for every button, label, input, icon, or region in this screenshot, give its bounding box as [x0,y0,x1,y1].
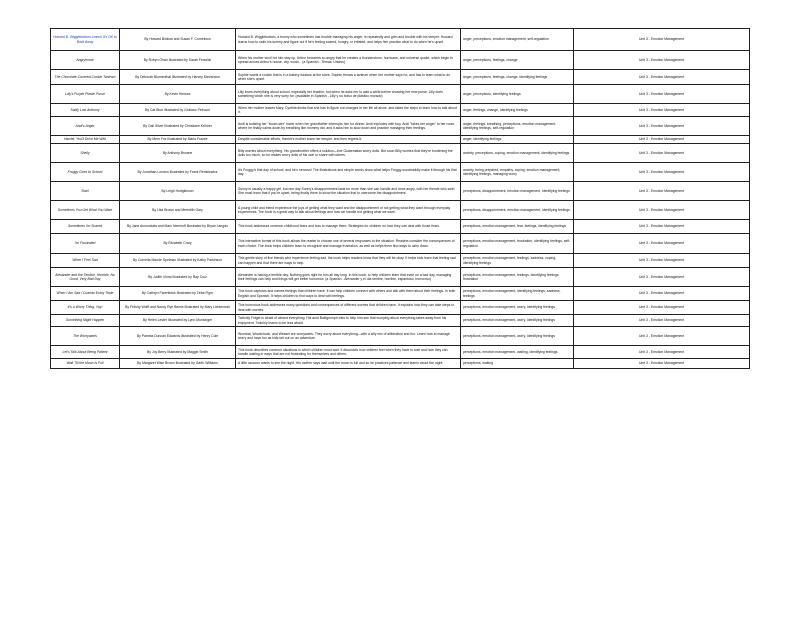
book-title-cell [51,104,120,117]
book-title: Sometimes You Get What You Want [57,207,113,212]
book-unit: Unit 3 - Emotion Management [638,241,685,246]
book-author-cell [120,163,236,182]
table-row [51,163,750,182]
book-themes-cell [461,220,574,234]
book-themes: anger, identifying feelings [463,137,502,142]
book-summary-cell [236,234,461,254]
book-title-cell [51,301,120,315]
table-row [51,254,750,268]
book-author: By Cathryn Parenthink Illustrated by Zeba Figer [141,291,214,296]
table-row [51,182,750,201]
book-unit-cell [574,287,750,301]
book-unit: Unit 3 - Emotion Management [638,291,685,296]
book-author-cell [120,220,236,234]
book-unit: Unit 3 - Emotion Management [638,123,685,128]
book-unit-cell [574,327,750,346]
book-unit: Unit 3 - Emotion Management [638,318,685,323]
book-themes: anger, feelings, breathing, perceptions, emotion management, identifying feelings, self-regulation [463,121,557,130]
book-themes-cell [461,268,574,287]
book-unit-cell [574,220,750,234]
book-author: By Anthony Browne [162,150,193,155]
book-themes-cell [461,136,574,144]
book-title-cell [51,287,120,301]
book-author: By Robyn Ohan Illustrated by Sarah Fenwick [143,57,212,62]
book-themes: perceptions, disappointment, emotion management, identifying feelings [463,207,570,212]
book-author-cell [120,29,236,51]
book-unit-cell [574,301,750,315]
book-summary: This book addresses common childhood fears and how to manage them. Strategies for children on how they can deal with those fears. [238,224,440,229]
book-themes: perceptions, emotion management, waiting, identifying feelings [463,349,558,354]
table-row [51,51,750,70]
book-author-cell [120,346,236,359]
book-author: By Judith Viorst Illustrated by Ray Cruz [148,274,207,279]
book-themes: perceptions, disappointment, emotion management, identifying feelings [463,188,570,193]
book-author-cell [120,117,236,136]
book-unit-cell [574,359,750,369]
book-themes: perceptions, emotion management, worry, identifying feelings [463,305,555,310]
book-unit: Unit 3 - Emotion Management [638,137,685,142]
book-themes-cell [461,144,574,163]
book-themes: perceptions, emotion management, worry, identifying feelings [463,333,555,338]
book-themes-cell [461,234,574,254]
book-themes-cell [461,346,574,359]
table-row [51,144,750,163]
book-summary-cell [236,301,461,315]
book-unit-cell [574,144,750,163]
book-author-cell [120,104,236,117]
book-author-cell [120,144,236,163]
book-title: Swirl [81,188,89,193]
book-summary: Andi is building her "boom-ster" tower when her grandfather interrupts him for dinner. Andi explodes with fury. Andi "takes her anger" to her room, where he finally calms down by breathing like mommy did, and it asks him to slow down and practice managing their feelings. [238,121,456,130]
book-author: By Leigh Hodgkinson [161,188,194,193]
book-themes-cell [461,70,574,85]
book-unit: Unit 3 - Emotion Management [638,150,685,155]
book-themes: anger, perceptions, feelings, change, identifying feelings [463,74,548,79]
book-unit-cell [574,254,750,268]
book-summary-cell [236,327,461,346]
book-summary-cell [236,201,461,220]
table-row [51,315,750,327]
book-summary-cell [236,85,461,104]
book-author-cell [120,182,236,201]
book-summary: Despite considerable efforts, Harriet's mother loses her temper, and then regrets it. [238,137,363,142]
book-author: By Joy Berry Illustrated by Maggie Smith [146,349,209,354]
book-title-cell [51,234,120,254]
book-summary: This book captures and names feelings that children have. It can help children connect with others and talk with them about their feelings. In both English and Spanish. It helps children to find ways to deal with feelings. [238,289,456,298]
book-themes-cell [461,104,574,117]
book-title-cell [51,51,120,70]
book-unit: Unit 3 - Emotion Management [638,74,685,79]
book-author-cell [120,327,236,346]
book-summary-cell [236,220,461,234]
table-row [51,301,750,315]
book-unit: Unit 3 - Emotion Management [638,224,685,229]
book-title: Harriet, You'll Drive Me Wild [63,137,106,142]
book-unit: Unit 3 - Emotion Management [638,274,685,279]
book-author-cell [120,315,236,327]
book-author-cell [120,254,236,268]
book-author: By Margaret Wise Brown Illustrated by Garth Williams [137,361,218,366]
book-author-cell [120,51,236,70]
book-themes: anger, feelings, change, identifying feelings [463,107,528,112]
book-summary: This book describes common situations in which children must wait. It discusses how children feel when they have to wait and how they can handle waiting in ways that are not frustrating for themselves and others. [238,347,448,356]
book-themes-cell [461,163,574,182]
book-themes: perceptions, emotion management, fear, feelings, identifying feelings [463,224,567,229]
book-title-cell [51,144,120,163]
book-unit: Unit 3 - Emotion Management [638,37,685,42]
book-themes: perceptions, emotion management, frustration, identifying feelings, self-regulation [463,239,571,248]
book-table [50,28,750,369]
book-unit: Unit 3 - Emotion Management [638,207,685,212]
book-title: Let's Talk About Being Patient [62,349,108,354]
table-row [51,220,750,234]
book-unit-cell [574,315,750,327]
book-themes-cell [461,254,574,268]
book-author: By Jane Annunziata and Marc Nemiroff Illustrated by Bryan Langdo [127,224,228,229]
book-summary-cell [236,359,461,369]
book-title: Andi's Anger [75,123,95,128]
book-author: By Gail Silver Illustrated by Christiane Krömer [143,123,212,128]
table-row [51,70,750,85]
book-title-cell [51,117,120,136]
book-summary: Alexander is having a terrible day. Nothing goes right for him all day long. In this book, to help children learn that even on a bad day, managing their feelings can help and things will get better tomorrow. (a Spanish - Alexander y el día terrible, horrible, espantoso, horroroso) [238,272,452,281]
book-unit-cell [574,268,750,287]
book-title-cell [51,327,120,346]
table-row [51,327,750,346]
book-unit-cell [574,51,750,70]
book-unit: Unit 3 - Emotion Management [638,169,685,174]
book-title-cell [51,136,120,144]
book-summary: Wombat, Woodchuck, and Weasel are worrywarts. They worry about everything—with a silly mix of alliteration and fun. Learn how to manage worry and have fun as kids set out on an adventure. [238,331,450,340]
table-row [51,359,750,369]
book-summary-cell [236,29,461,51]
table-row [51,104,750,117]
book-summary-cell [236,346,461,359]
book-summary-cell [236,51,461,70]
book-themes-cell [461,117,574,136]
book-unit-cell [574,85,750,104]
book-summary: Howard B. Wigglebottom, a bunny who sometimes has trouble managing his anger, is repeatedly and grim and trouble with his temper. Howard learns how to calm his tummy and figure out if he's feeling scared, hungry, or irritated, and helps him practice what to do when he's upset. [238,35,453,44]
book-summary-cell [236,268,461,287]
book-themes: perceptions, emotion management, feelings, sadness, coping, identifying feelings [463,256,557,265]
book-themes: perceptions, emotion management, identifying feelings, sadness, feelings [463,289,561,298]
book-title-cell [51,163,120,182]
table-row [51,29,750,51]
book-summary-cell [236,287,461,301]
book-title: When I Am Sad / Cuando Estoy Triste [56,291,114,296]
book-unit: Unit 3 - Emotion Management [638,258,685,263]
book-unit: Unit 3 - Emotion Management [638,57,685,62]
book-title: It's a Worry Thing, Yay! [67,305,103,310]
book-unit-cell [574,346,750,359]
book-themes-cell [461,85,574,104]
book-author: By Jonathan London Illustrated by Frank Remkiewicz [137,169,218,174]
book-themes-cell [461,182,574,201]
book-unit-cell [574,182,750,201]
table-row [51,117,750,136]
book-title: Sometimes I'm Scared [68,224,102,229]
book-themes: anger, perceptions, identifying feelings [463,91,521,96]
book-author-cell [120,268,236,287]
book-themes: anger, perceptions, feelings, change [463,57,518,62]
book-themes-cell [461,315,574,327]
book-summary: A little raccoon wants to see the night. His mother says wait until the moon is full and so he practices patience and learns about the night. [238,361,444,366]
book-title-cell [51,359,120,369]
book-unit: Unit 3 - Emotion Management [638,107,685,112]
book-title-cell [51,85,120,104]
table-row [51,85,750,104]
book-themes: anger, perceptions, emotion management, self-regulation [463,37,549,42]
book-author: By Lisa Brown and Meredith Gary [152,207,203,212]
book-author-cell [120,359,236,369]
table-row [51,287,750,301]
book-unit-cell [574,29,750,51]
book-unit-cell [574,117,750,136]
book-summary: A young child and friend experience the joys of getting what they want and the disappointment of not getting what they want through everyday experiences. The book is a great way to talk about feelings and how we handle not getting what we want. [238,205,451,214]
book-author: By Howard Binkow and Susan F. Cornelison [144,37,211,42]
book-summary-cell [236,144,461,163]
book-summary-cell [236,104,461,117]
book-summary-cell [236,182,461,201]
book-title-cell [51,346,120,359]
book-title: Howard B. Wigglebottom Learns It's OK to Back Away [53,35,117,44]
book-title: Wait Till the Moon Is Full [66,361,104,366]
book-themes: perceptions, waiting [463,361,493,366]
book-themes-cell [461,359,574,369]
book-author-cell [120,70,236,85]
book-summary-cell [236,136,461,144]
book-title-cell [51,315,120,327]
book-author-cell [120,287,236,301]
book-themes: anxiety, being prepared, empathy, coping, emotion management, identifying feelings, managing worry [463,167,561,176]
book-author: By Cornelia Maude Spelman Illustrated by Kathy Parkinson [133,258,222,263]
book-summary: Lilly loves everything about school, especially her teacher, but when he asks her to wait a while before showing her new purse, Lilly does something which she is very sorry for. (available in Spanish - Lilly y su bolso de plástico morado) [238,89,443,98]
book-summary: This gentle story of five friends who experience feeling sad, the book helps readers know that they will be okay. It helps kids learn that feeling sad can happen and that there are ways to help. [238,256,456,265]
book-author: By Elizabeth Crary [163,241,192,246]
book-themes-cell [461,287,574,301]
reading-list-sheet [50,28,750,548]
book-author: By Mem Fox Illustrated by Marla Frazee [147,137,208,142]
book-title: When I Feel Sad [72,258,98,263]
book-unit: Unit 3 - Emotion Management [638,361,685,366]
book-summary-cell [236,117,461,136]
book-themes: perceptions, emotion management, feelings, identifying feelings, frustration [463,272,560,281]
book-summary-cell [236,70,461,85]
book-themes: anxiety, perceptions, coping, emotion management, identifying feelings [463,150,570,155]
book-themes-cell [461,51,574,70]
book-title: Lilly's Purple Plastic Purse [65,91,105,96]
book-title: Sadly Lost Anthony [70,107,100,112]
book-title: The Chocolate-Covered-Cookie Tantrum [54,74,116,79]
book-themes-cell [461,301,574,315]
book-author: By Pamela Duncan Edwards Illustrated by Henry Cole [136,333,219,338]
book-unit: Unit 3 - Emotion Management [638,305,685,310]
book-author: By Kevin Henkes [164,91,191,96]
book-title: Froggy Goes to School [67,169,103,174]
book-summary: It's Froggy's first day of school, and he's nervous! The illustrations and simple words show what helps Froggy successfully make it through his first day. [238,167,457,176]
book-title: Something Might Happen [65,318,105,323]
book-unit-cell [574,70,750,85]
book-title-cell [51,220,120,234]
book-title-cell [51,268,120,287]
book-author-cell [120,201,236,220]
book-summary: When her mother leaves Mary, Cynthia thinks that she has to figure out changes in her life all alone, and takes the steps to learn how to talk about it. [238,105,457,114]
book-themes: perceptions, emotion management, worry, identifying feelings [463,318,555,323]
book-summary-cell [236,163,461,182]
book-author: By Helen Lester Illustrated by Lynn Munsinger [142,318,213,323]
table-row [51,234,750,254]
table-row [51,201,750,220]
book-unit-cell [574,201,750,220]
book-unit-cell [574,136,750,144]
book-title: The Worrywarts [73,333,97,338]
book-table-body [51,29,750,369]
table-row [51,346,750,359]
book-author-cell [120,301,236,315]
book-title-cell [51,29,120,51]
book-title-cell [51,201,120,220]
book-title-cell [51,70,120,85]
book-themes-cell [461,201,574,220]
book-themes-cell [461,29,574,51]
book-title: Angryhorse [76,57,94,62]
book-unit: Unit 3 - Emotion Management [638,333,685,338]
book-title-cell [51,254,120,268]
book-unit: Unit 3 - Emotion Management [638,188,685,193]
book-summary: When his mother won't let him stay up, Arthur becomes so angry that he creates a thunderstorm, hurricane, and universe quake, which begin to spread across Arthur's house, city, world... (a Spanish - Temas: Unidos) [238,55,453,64]
book-summary-cell [236,315,461,327]
book-title: Alexander and the Terrible, Horrible, No Good, Very Bad Day [55,272,115,281]
table-row [51,268,750,287]
book-author: By Cat Blue Illustrated by Giuliano Petrucci [145,107,210,112]
book-themes-cell [461,327,574,346]
book-author-cell [120,85,236,104]
book-summary: This interactive format of this book allows the reader to choose one of several responses to the situation. Readers consider the consequences of each choice. The book helps children learn to recognize and manage frustration, as well as helps them find ways to calm down. [238,239,455,248]
book-unit-cell [574,104,750,117]
book-title: Shelly [80,150,90,155]
book-title-cell [51,182,120,201]
book-summary-cell [236,254,461,268]
book-author-cell [120,136,236,144]
book-summary: Sophie wants a cookie that is in a bakery window at the store. Sophie throws a tantrum when her mother says no, and has to learn what to do when she's upset. [238,72,451,81]
book-unit-cell [574,163,750,182]
book-summary: Billy worries about everything. His grandmother offers a solution—five Guatemalan worry dolls. But soon Billy worries that they're burdening the dolls too much, so he makes worry dolls of his own to share with others. [238,148,453,157]
book-summary: This humorous book addresses many questions and consequences of different worries that children have. It explains how they can take steps to deal with worries. [238,303,455,312]
book-title: I'm Frustrated [74,241,96,246]
book-summary: Sunny is usually a happy girl, but one day Sunny's disappointment lasts for more than she can handle and turns angry, with her friends who swirl. She must learn that if you're upset, being finally there to show the situation that to overcome the disappointment. [238,186,456,195]
book-author-cell [120,234,236,254]
book-unit: Unit 3 - Emotion Management [638,349,685,354]
book-summary: Twitchly Fidget is afraid of almost everything. His aunt Balligrumph tries to help him see that worrying about everything takes away from his enjoyment. Twitchly learns to be less afraid. [238,316,447,325]
table-row [51,136,750,144]
book-author: By Deborah Blumenthal Illustrated by Harvey Stevenson [135,74,220,79]
book-unit-cell [574,234,750,254]
book-unit: Unit 3 - Emotion Management [638,91,685,96]
book-author: By Felicity Wolff and Nancy Rye Bemis Illustrated by Mary Lichterman [125,305,230,310]
